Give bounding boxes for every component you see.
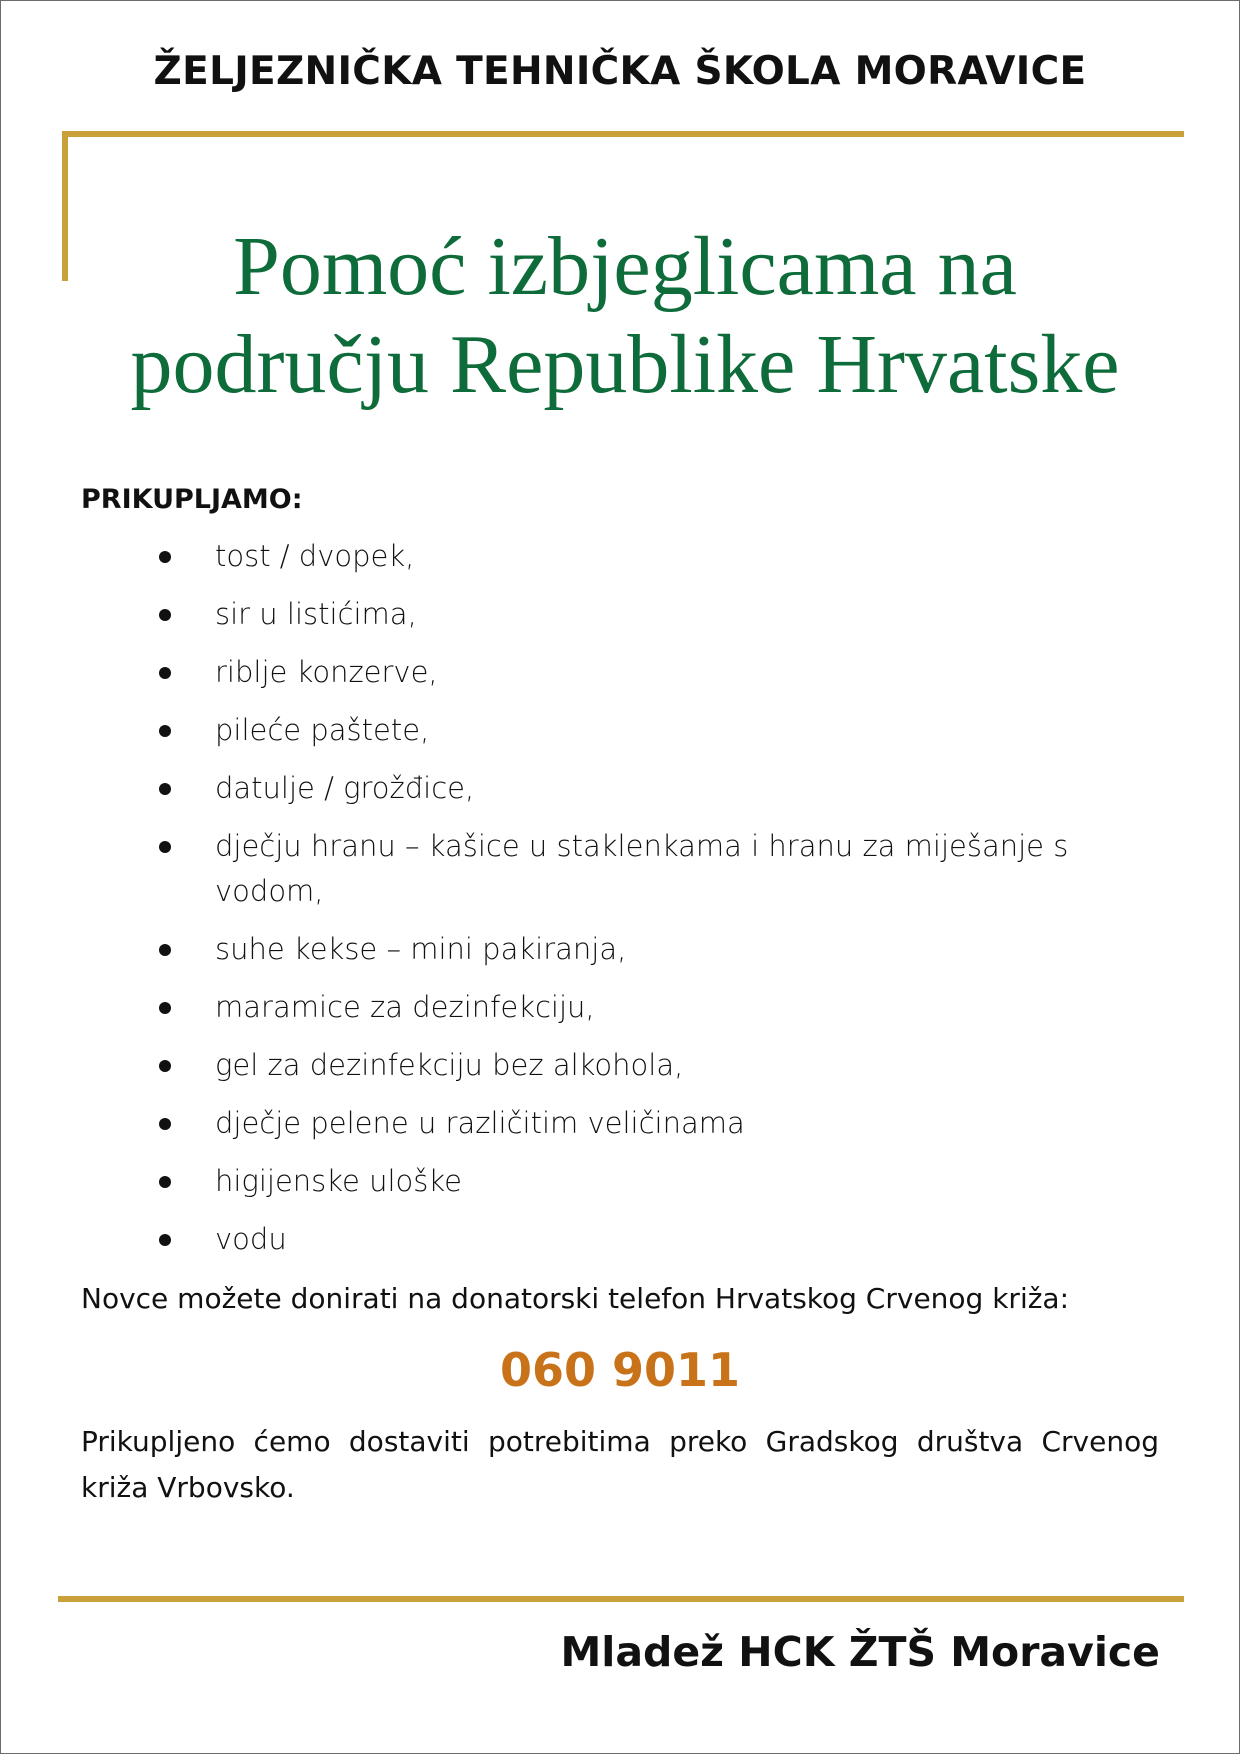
bottom-gold-divider [58, 1596, 1184, 1602]
collection-list [0, 534, 1240, 1275]
list-item [0, 1043, 1095, 1088]
list-item [0, 985, 1095, 1030]
list-item-text: dječju hranu – kašice u staklenkama i hranu za miješanje s vodom, [215, 829, 1069, 908]
list-item [0, 927, 1095, 972]
list-item-text: pileće paštete, [215, 713, 430, 747]
poster-title [60, 218, 1190, 414]
bullet-icon [159, 1176, 171, 1188]
list-item-text: dječje pelene u različitim veličinama [215, 1106, 745, 1140]
list-item [0, 766, 1095, 811]
bullet-icon [159, 1002, 171, 1014]
list-item [0, 650, 1095, 695]
list-item [0, 1101, 1095, 1146]
poster-title-line-2: području Republike Hrvatske [130, 318, 1120, 411]
delivery-text: Prikupljeno ćemo dostaviti potrebitima preko Gradskog društva Crvenog križa Vrbovsko. [81, 1425, 1159, 1504]
list-item-text: higijenske uloške [215, 1164, 462, 1198]
bullet-icon [159, 1060, 171, 1072]
footer-organization: Mladež HCK ŽTŠ Moravice [560, 1628, 1160, 1676]
bullet-icon [159, 944, 171, 956]
list-item [0, 592, 1095, 637]
list-item [0, 1159, 1095, 1204]
list-item-text: riblje konzerve, [215, 655, 438, 689]
list-item-text: gel za dezinfekciju bez alkohola, [215, 1048, 684, 1082]
bullet-icon [159, 783, 171, 795]
school-name: ŽELJEZNIČKA TEHNIČKA ŠKOLA MORAVICE [153, 49, 1087, 94]
bullet-icon [159, 1118, 171, 1130]
list-item-text: maramice za dezinfekciju, [215, 990, 595, 1024]
collection-label: PRIKUPLJAMO: [81, 484, 303, 515]
list-item [0, 1217, 1095, 1262]
list-item-text: sir u listićima, [215, 597, 417, 631]
top-gold-divider [62, 131, 1184, 137]
list-item-text: suhe kekse – mini pakiranja, [215, 932, 627, 966]
bullet-icon [159, 551, 171, 563]
bullet-icon [159, 841, 171, 853]
list-item [0, 534, 1095, 579]
poster-title-line-1: Pomoć izbjeglicama na [233, 220, 1017, 313]
list-item-text: datulje / grožđice, [215, 771, 475, 805]
bullet-icon [159, 725, 171, 737]
list-item [0, 824, 1095, 914]
donation-text: Novce možete donirati na donatorski telefon Hrvatskog Crvenog križa: [81, 1282, 1070, 1315]
donation-phone-number: 060 9011 [499, 1343, 741, 1397]
bullet-icon [159, 1234, 171, 1246]
list-item-text: vodu [215, 1222, 287, 1256]
list-item-text: tost / dvopek, [215, 539, 415, 573]
bullet-icon [159, 609, 171, 621]
bullet-icon [159, 667, 171, 679]
list-item [0, 708, 1095, 753]
